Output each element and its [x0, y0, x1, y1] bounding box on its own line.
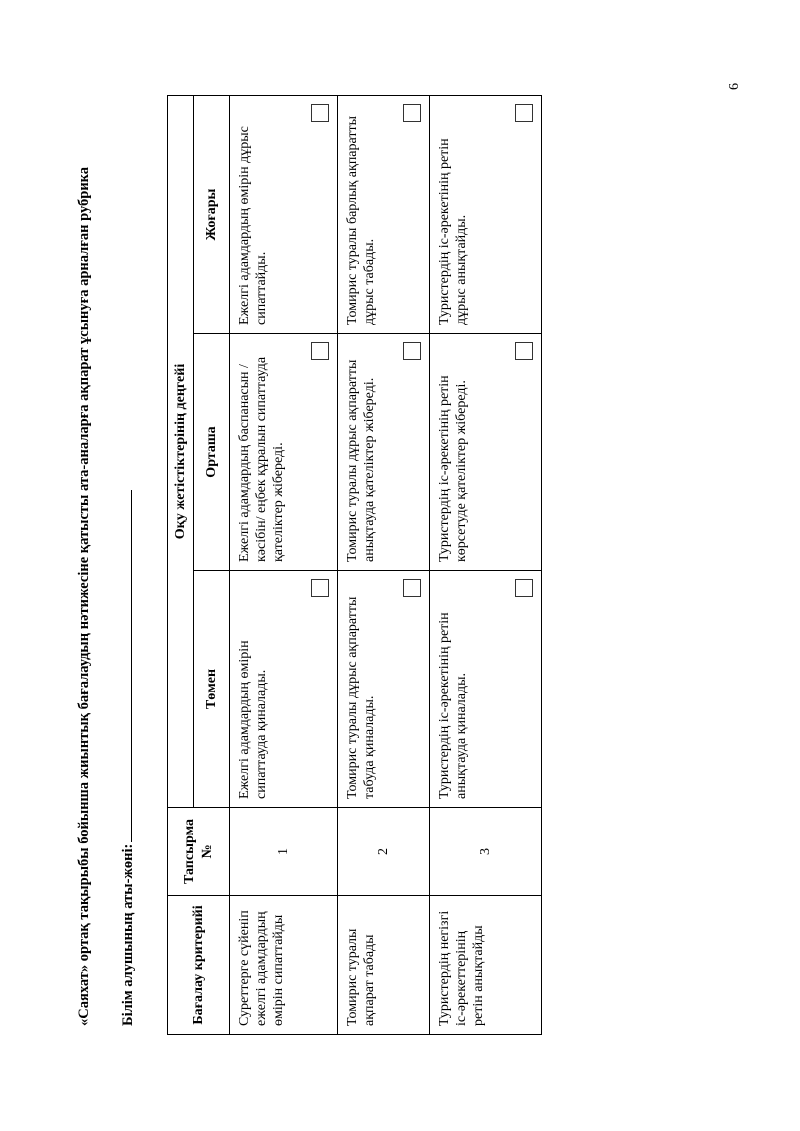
checkbox[interactable] [515, 342, 533, 360]
checkbox[interactable] [311, 104, 329, 122]
page-number: 6 [727, 83, 742, 90]
student-name-line[interactable] [117, 490, 132, 842]
descriptor-middle: Томирис туралы дұрыс ақпаратты анықтауда қателіктер жібереді. [338, 334, 430, 571]
task-number: 1 [230, 808, 338, 896]
task-number: 3 [430, 808, 542, 896]
table-row [230, 95, 338, 1034]
table-row [338, 95, 430, 1034]
descriptor-low: Туристердің іс-әрекетінің ретін анықтауда қиналады. [430, 571, 542, 808]
rubric-table [167, 95, 542, 1035]
header-high: Жоғары [194, 95, 230, 333]
header-level-group: Оқу жетістіктерінің деңгейі [168, 95, 194, 807]
header-low: Төмен [194, 571, 230, 808]
header-criterion: Бағалау критерийі [168, 896, 230, 1035]
descriptor-high: Ежелгі адамдардың өмірін дұрыс сипаттайды. [230, 95, 338, 333]
checkbox[interactable] [515, 104, 533, 122]
checkbox[interactable] [403, 342, 421, 360]
checkbox[interactable] [403, 104, 421, 122]
descriptor-low: Томирис туралы дұрыс ақпаратты табуда қиналады. [338, 571, 430, 808]
checkbox[interactable] [311, 342, 329, 360]
table-row [430, 95, 542, 1034]
criterion-cell: Суреттерге сүйеніп ежелгі адамдардың өмірін сипаттайды [230, 896, 338, 1035]
header-middle: Орташа [194, 334, 230, 571]
task-number: 2 [338, 808, 430, 896]
checkbox[interactable] [311, 579, 329, 597]
criterion-cell: Туристердің негізгі іс-әрекеттерінің ретін анықтайды [430, 896, 542, 1035]
descriptor-middle: Ежелгі адамдардың баспанасын / кәсібін/ еңбек құралын сипаттауда қателіктер жібереді. [230, 334, 338, 571]
student-name-field [117, 490, 137, 1026]
criterion-cell: Томирис туралы ақпарат табады [338, 896, 430, 1035]
descriptor-low: Ежелгі адамдардың өмірін сипаттауда қиналады. [230, 571, 338, 808]
descriptor-high: Туристердің іс-әрекетінің ретін дұрыс анықтайды. [430, 95, 542, 333]
descriptor-middle: Туристердің іс-әрекетінің ретін көрсетуде қателіктер жібереді. [430, 334, 542, 571]
page-title: «Саяхат» ортақ тақырыбы бойынша жиынтық бағалаудың нәтижесіне қатысты ата-аналарға ақпарат ұсынуға арналған рубрика [76, 166, 92, 1026]
checkbox[interactable] [515, 579, 533, 597]
student-label: Білім алушының аты-жөні: [120, 843, 136, 1026]
descriptor-high: Томирис туралы барлық ақпаратты дұрыс табады. [338, 95, 430, 333]
checkbox[interactable] [403, 579, 421, 597]
header-task: Тапсырма № [168, 808, 230, 896]
